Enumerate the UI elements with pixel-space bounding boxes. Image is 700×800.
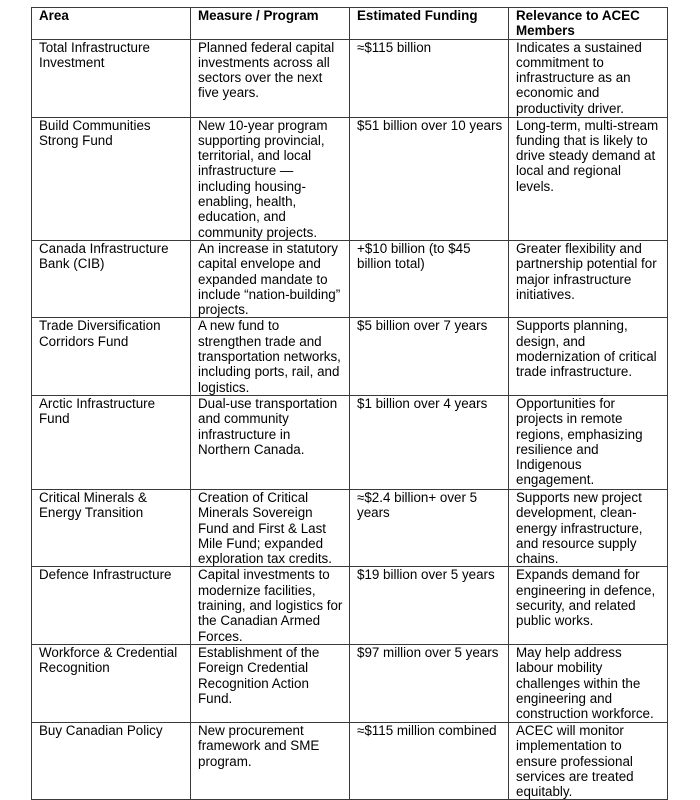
cell-area: Defence Infrastructure — [32, 567, 191, 644]
header-funding: Estimated Funding — [350, 8, 509, 40]
table-header-row — [32, 8, 668, 40]
cell-funding: $51 billion over 10 years — [350, 117, 509, 240]
cell-measure: Capital investments to modernize facilities, training, and logistics for the Canadian Armed Forces. — [191, 567, 350, 644]
cell-area: Workforce & Credential Recognition — [32, 644, 191, 722]
table-row — [32, 395, 668, 489]
cell-area: Canada Infrastructure Bank (CIB) — [32, 240, 191, 317]
table-row — [32, 644, 668, 722]
table-row — [32, 318, 668, 395]
table-row — [32, 722, 668, 799]
table-row — [32, 39, 668, 117]
header-measure: Measure / Program — [191, 8, 350, 40]
cell-measure: New 10-year program supporting provincial, territorial, and local infrastructure — including housing-enabling, health, education, and community projects. — [191, 117, 350, 240]
cell-measure: Dual-use transportation and community infrastructure in Northern Canada. — [191, 395, 350, 489]
cell-funding: ≈$115 billion — [350, 39, 509, 117]
infrastructure-funding-table — [31, 7, 668, 800]
cell-measure: A new fund to strengthen trade and transportation networks, including ports, rail, and logistics. — [191, 318, 350, 395]
cell-area: Build Communities Strong Fund — [32, 117, 191, 240]
table-row — [32, 117, 668, 240]
cell-relevance: Expands demand for engineering in defence, security, and related public works. — [509, 567, 668, 644]
cell-relevance: Opportunities for projects in remote regions, emphasizing resilience and Indigenous engagement. — [509, 395, 668, 489]
cell-measure: Creation of Critical Minerals Sovereign Fund and First & Last Mile Fund; expanded exploration tax credits. — [191, 489, 350, 566]
cell-funding: $5 billion over 7 years — [350, 318, 509, 395]
cell-measure: Planned federal capital investments across all sectors over the next five years. — [191, 39, 350, 117]
cell-funding: ≈$2.4 billion+ over 5 years — [350, 489, 509, 566]
cell-funding: $1 billion over 4 years — [350, 395, 509, 489]
cell-relevance: Greater flexibility and partnership potential for major infrastructure initiatives. — [509, 240, 668, 317]
cell-measure: An increase in statutory capital envelope and expanded mandate to include “nation-building” projects. — [191, 240, 350, 317]
cell-relevance: Supports new project development, clean-energy infrastructure, and resource supply chains. — [509, 489, 668, 566]
cell-area: Arctic Infrastructure Fund — [32, 395, 191, 489]
cell-relevance: Long-term, multi-stream funding that is likely to drive steady demand at local and regional levels. — [509, 117, 668, 240]
cell-measure: New procurement framework and SME program. — [191, 722, 350, 799]
table-row — [32, 240, 668, 317]
table-row — [32, 567, 668, 644]
header-area: Area — [32, 8, 191, 40]
cell-area: Buy Canadian Policy — [32, 722, 191, 799]
cell-funding: $97 million over 5 years — [350, 644, 509, 722]
cell-funding: ≈$115 million combined — [350, 722, 509, 799]
cell-area: Trade Diversification Corridors Fund — [32, 318, 191, 395]
cell-funding: +$10 billion (to $45 billion total) — [350, 240, 509, 317]
cell-relevance: May help address labour mobility challenges within the engineering and construction workforce. — [509, 644, 668, 722]
cell-relevance: Indicates a sustained commitment to infrastructure as an economic and productivity driver. — [509, 39, 668, 117]
cell-area: Critical Minerals & Energy Transition — [32, 489, 191, 566]
cell-relevance: ACEC will monitor implementation to ensure professional services are treated equitably. — [509, 722, 668, 799]
table-row — [32, 489, 668, 566]
cell-relevance: Supports planning, design, and modernization of critical trade infrastructure. — [509, 318, 668, 395]
cell-funding: $19 billion over 5 years — [350, 567, 509, 644]
header-relevance: Relevance to ACEC Members — [509, 8, 668, 40]
cell-measure: Establishment of the Foreign Credential Recognition Action Fund. — [191, 644, 350, 722]
cell-area: Total Infrastructure Investment — [32, 39, 191, 117]
